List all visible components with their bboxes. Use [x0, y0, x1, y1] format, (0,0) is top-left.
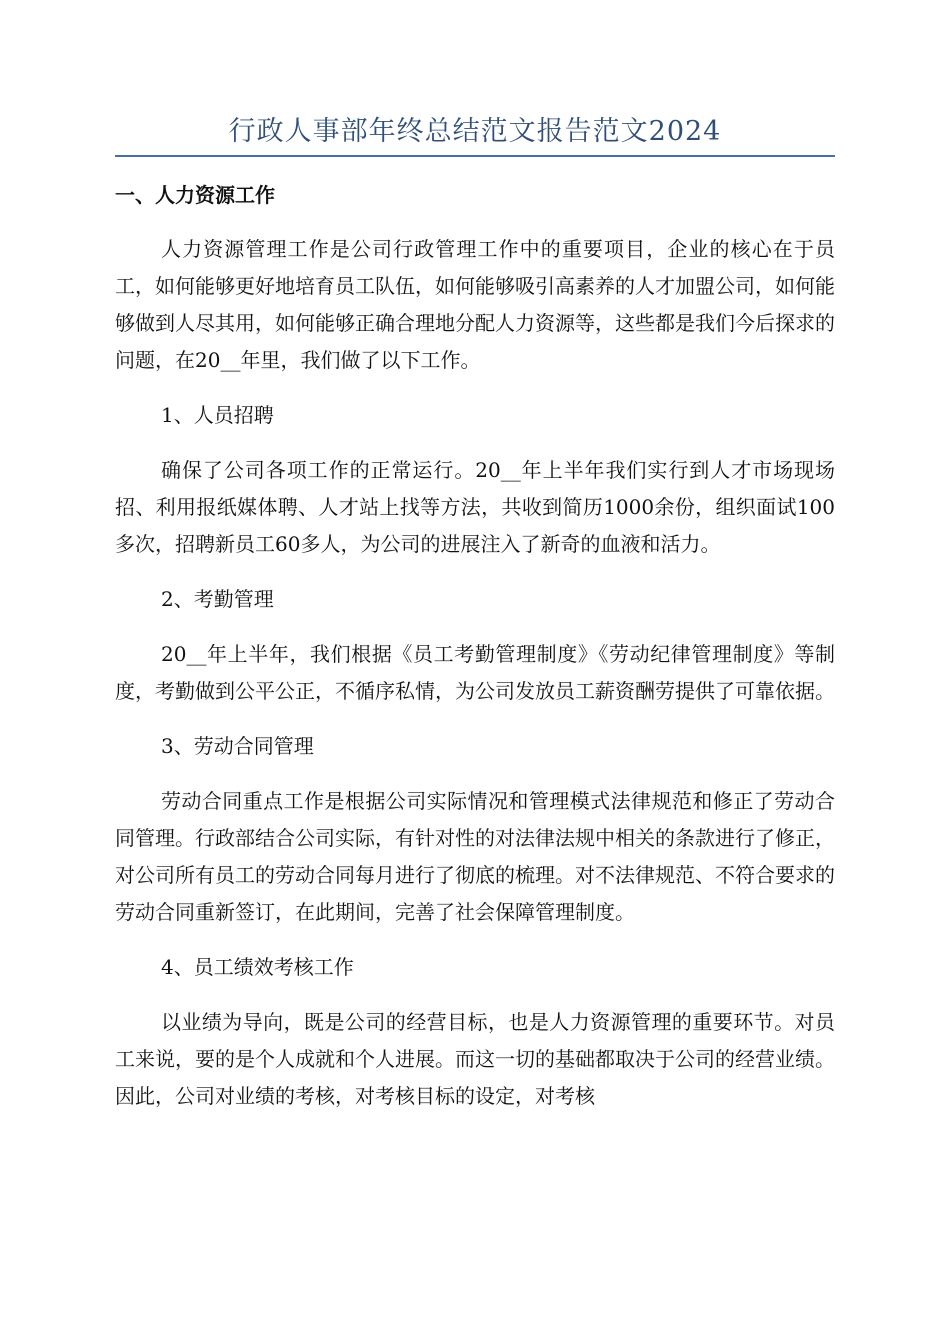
paragraph-labor-contract: 劳动合同重点工作是根据公司实际情况和管理模式法律规范和修正了劳动合同管理。行政部结合公司实际，有针对性的对法律法规中相关的条款进行了修正，对公司所有员工的劳动合同每月进行了彻底的梳理。对不法律规范、不符合要求的劳动合同重新签订，在此期间，完善了社会保障管理制度。 — [115, 789, 835, 924]
paragraph-performance: 以业绩为导向，既是公司的经营目标，也是人力资源管理的重要环节。对员工来说，要的是个人成就和个人进展。而这一切的基础都取决于公司的经营业绩。因此，公司对业绩的考核，对考核目标的设定，对考核 — [115, 1010, 835, 1108]
document-body — [115, 176, 835, 1133]
paragraph-attendance: 20__年上半年，我们根据《员工考勤管理制度》《劳动纪律管理制度》等制度，考勤做到公平公正，不循序私情，为公司发放员工薪资酬劳提供了可靠依据。 — [115, 642, 835, 703]
subheading-performance: 4、员工绩效考核工作 — [161, 955, 354, 979]
intro-paragraph: 人力资源管理工作是公司行政管理工作中的重要项目，企业的核心在于员工，如何能够更好地培育员工队伍，如何能够吸引高素养的人才加盟公司，如何能够做到人尽其用，如何能够正确合理地分配人力资源等，这些都是我们今后探求的问题，在20__年里，我们做了以下工作。 — [115, 237, 835, 372]
document-title: 行政人事部年终总结范文报告范文2024 — [228, 116, 722, 147]
section-heading-hr: 一、人力资源工作 — [115, 183, 275, 207]
paragraph-recruitment: 确保了公司各项工作的正常运行。20__年上半年我们实行到人才市场现场招、利用报纸媒体聘、人才站上找等方法，共收到简历1000余份，组织面试100多次，招聘新员工60多人，为公司的进展注入了新奇的血液和活力。 — [115, 458, 835, 556]
subheading-labor-contract: 3、劳动合同管理 — [161, 734, 314, 758]
title-underline — [115, 155, 835, 157]
subheading-recruitment: 1、人员招聘 — [161, 403, 274, 427]
subheading-attendance: 2、考勤管理 — [161, 587, 274, 611]
